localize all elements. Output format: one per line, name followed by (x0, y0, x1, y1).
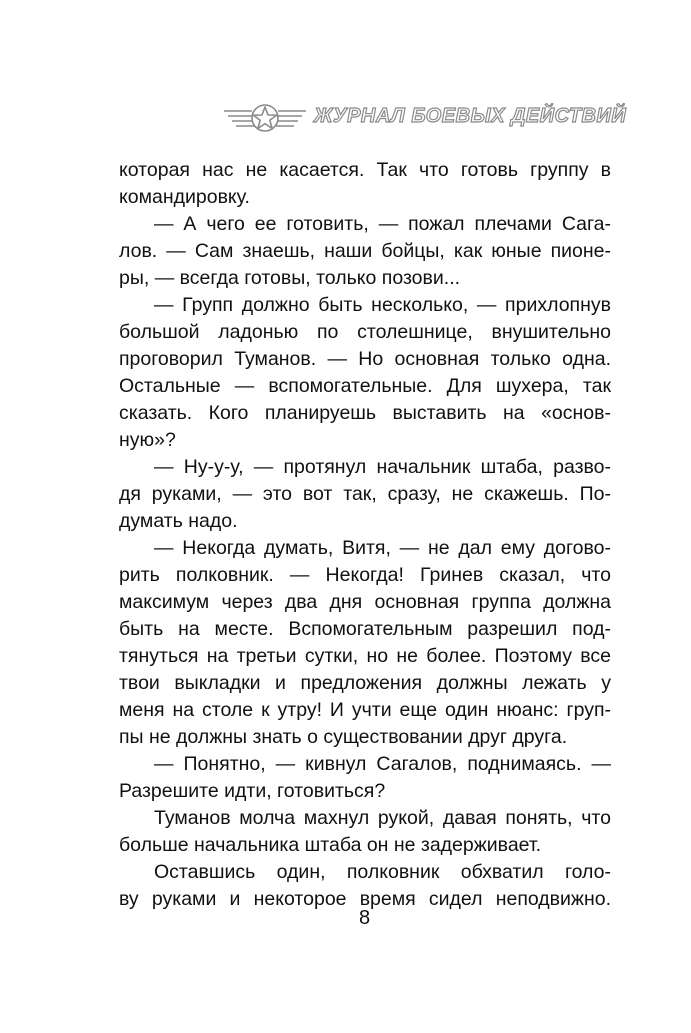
text-line: — Ну-у-у, — протянул начальник штаба, разво- (154, 456, 611, 478)
text-line: командировку. (119, 186, 250, 208)
page-number: 8 (358, 907, 371, 929)
text-line: — Некогда думать, Витя, — не дал ему догово- (154, 537, 611, 559)
text-line: проговорил Туманов. — Но основная только одна. (119, 348, 611, 370)
text-line: Оставшись один, полковник обхватил голо- (154, 861, 611, 883)
text-line: Туманов молча махнул рукой, давая понять, что (154, 807, 611, 829)
running-head-title: ЖУРНАЛ БОЕВЫХ ДЕЙСТВИЙ (314, 105, 627, 127)
text-line: — Понятно, — кивнул Сагалов, поднимаясь. — (154, 753, 611, 775)
text-line: думать надо. (119, 510, 238, 532)
text-line: рить полковник. — Некогда! Гринев сказал, что (119, 564, 611, 586)
text-line: лов. — Сам знаешь, наши бойцы, как юные пионе- (119, 240, 611, 262)
text-line: твои выкладки и предложения должны лежать у (119, 672, 611, 694)
text-line: которая нас не касается. Так что готовь группу в (119, 159, 611, 181)
text-line: быть на месте. Вспомогательным разрешил под- (119, 618, 611, 640)
text-line: тянуться на третьи сутки, но не более. Поэтому все (119, 645, 611, 667)
text-line: — Групп должно быть несколько, — прихлопнув (154, 294, 611, 316)
text-line: ную»? (119, 429, 176, 451)
text-line: сказать. Кого планируешь выставить на «основ- (119, 402, 611, 424)
winged-star-icon (222, 101, 308, 135)
text-line: пы не должны знать о существовании друг друга. (119, 726, 568, 748)
text-line: больше начальника штаба он не задерживает. (119, 834, 542, 856)
text-line: ры, — всегда готовы, только позови... (119, 267, 461, 289)
running-head (222, 101, 627, 135)
text-line: Разрешите идти, готовиться? (119, 780, 386, 802)
text-line: максимум через два дня основная группа должна (119, 591, 611, 613)
body-text (119, 157, 611, 913)
text-line: — А чего ее готовить, — пожал плечами Сага- (154, 213, 611, 235)
text-line: меня на столе к утру! И учти еще один нюанс: груп- (119, 699, 611, 721)
text-line: дя руками, — это вот так, сразу, не скажешь. По- (119, 483, 611, 505)
text-line: большой ладонью по столешнице, внушительно (119, 321, 611, 343)
text-line: Остальные — вспомогательные. Для шухера, так (119, 375, 611, 397)
text-line: ву руками и некоторое время сидел неподвижно. (119, 888, 611, 910)
